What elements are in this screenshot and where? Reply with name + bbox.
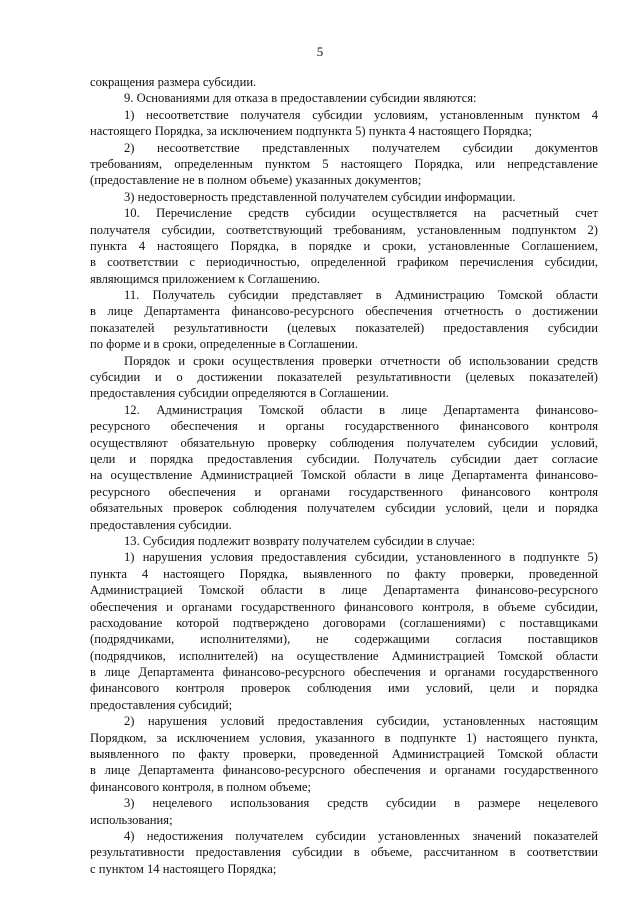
text-line: 3) нецелевого использования средств субсидии в размере нецелевого bbox=[124, 796, 598, 811]
text-line: ресурсного обеспечения и органами государственного финансового контроля bbox=[90, 484, 598, 499]
text-line: субсидии и о достижении показателей результативности (целевых показателей) bbox=[90, 370, 598, 385]
text-line: предоставления субсидий; bbox=[90, 697, 233, 712]
text-line: обеспечения и органами государственного финансового контроля, в объеме субсидии, bbox=[90, 599, 598, 614]
text-line: сокращения размера субсидии. bbox=[90, 75, 257, 89]
text-line: 9. Основаниями для отказа в предоставлении субсидии являются: bbox=[124, 91, 477, 106]
text-line: являющимся приложением к Соглашению. bbox=[90, 271, 321, 286]
text-line: 10. Перечисление средств субсидии осуществляется на расчетный счет bbox=[124, 206, 598, 221]
text-line: цели и порядка предоставления субсидии. Получатель субсидии дает согласие bbox=[90, 451, 598, 466]
text-line: 2) несоответствие представленных получателем субсидии документов bbox=[124, 140, 598, 155]
text-line: 3) недостоверность представленной получателем субсидии информации. bbox=[124, 189, 516, 204]
text-line: в лице Департамента финансово-ресурсного обеспечения и органами государственного bbox=[90, 763, 598, 778]
text-line: использования; bbox=[90, 812, 173, 827]
text-line: финансового контроля проверок соблюдения ими условий, цели и порядка bbox=[90, 681, 598, 696]
text-line: требованиям, определенным пунктом 5 настоящего Порядка, или непредставление bbox=[90, 156, 598, 171]
text-line: настоящего Порядка, за исключением подпункта 5) пункта 4 настоящего Порядка; bbox=[90, 124, 532, 139]
text-line: пункта 4 настоящего Порядка, в порядке и сроки, установленные Соглашением, bbox=[90, 238, 598, 253]
text-line: пункта 4 настоящего Порядка, выявленного по факту проверки, проведенной bbox=[90, 566, 598, 581]
text-line: предоставления субсидии определяются в Соглашении. bbox=[90, 386, 389, 401]
text-line: Порядком, за исключением условия, указанного в подпункте 1) настоящего пункта, bbox=[90, 730, 598, 745]
text-line: расходование которой подтверждено договорами (соглашениями) с поставщиками bbox=[90, 615, 598, 630]
text-line: 13. Субсидия подлежит возврату получателем субсидии в случае: bbox=[124, 533, 476, 548]
text-line: выявленного по факту проверки, проведенной Администрацией Томской области bbox=[90, 747, 598, 762]
text-line: результативности предоставления субсидии в объеме, рассчитанном в соответствии bbox=[90, 845, 598, 860]
text-line: с пунктом 14 настоящего Порядка; bbox=[90, 861, 277, 876]
text-line: (подрядчиками, исполнителями), не содержащими согласия поставщиков bbox=[90, 632, 598, 647]
text-line: 2) нарушения условий предоставления субсидии, установленных настоящим bbox=[124, 714, 598, 729]
text-line: 1) нарушения условия предоставления субсидии, установленного в подпункте 5) bbox=[124, 550, 598, 565]
text-line: получателя субсидии, соответствующий требованиям, установленным подпунктом 2) bbox=[90, 222, 598, 237]
text-line: (предоставление не в полном объеме) указанных документов; bbox=[90, 173, 422, 188]
text-line: 11. Получатель субсидии представляет в Администрацию Томской области bbox=[124, 288, 598, 303]
text-line: Администрацией Томской области в лице Департамента финансово-ресурсного bbox=[90, 583, 598, 598]
text-line: 4) недостижения получателем субсидии установленных значений показателей bbox=[124, 828, 598, 843]
page-number: 5 bbox=[316, 44, 324, 59]
text-line: показателей результативности (целевых показателей) предоставления субсидии bbox=[90, 320, 598, 335]
body-text bbox=[90, 74, 598, 877]
text-line: предоставления субсидии. bbox=[90, 517, 232, 532]
text-line: в лице Департамента финансово-ресурсного обеспечения и органами государственного bbox=[90, 665, 598, 680]
text-line: ресурсного обеспечения и органы государственного финансового контроля bbox=[90, 419, 598, 434]
text-line: на осуществление Администрацией Томской области в лице Департамента финансово- bbox=[90, 468, 598, 483]
text-line: осуществляют обязательную проверку соблюдения получателем субсидии условий, bbox=[90, 435, 598, 450]
text-line: 12. Администрация Томской области в лице Департамента финансово- bbox=[124, 402, 598, 417]
text-line: обязательных проверок соблюдения получателем субсидии условий, цели и порядка bbox=[90, 501, 598, 516]
text-line: в соответствии с периодичностью, определенной графиком перечисления субсидии, bbox=[90, 255, 598, 270]
text-line: (подрядчиков, исполнителей) на осуществление Администрацией Томской области bbox=[90, 648, 598, 663]
text-line: по форме и в сроки, определенные в Соглашении. bbox=[90, 337, 358, 352]
text-line: 1) несоответствие получателя субсидии условиям, установленным пунктом 4 bbox=[124, 107, 598, 122]
text-line: в лице Департамента финансово-ресурсного обеспечения отчетность о достижении bbox=[90, 304, 598, 319]
text-line: Порядок и сроки осуществления проверки отчетности об использовании средств bbox=[124, 353, 598, 368]
text-line: финансового контроля, в полном объеме; bbox=[90, 779, 311, 794]
